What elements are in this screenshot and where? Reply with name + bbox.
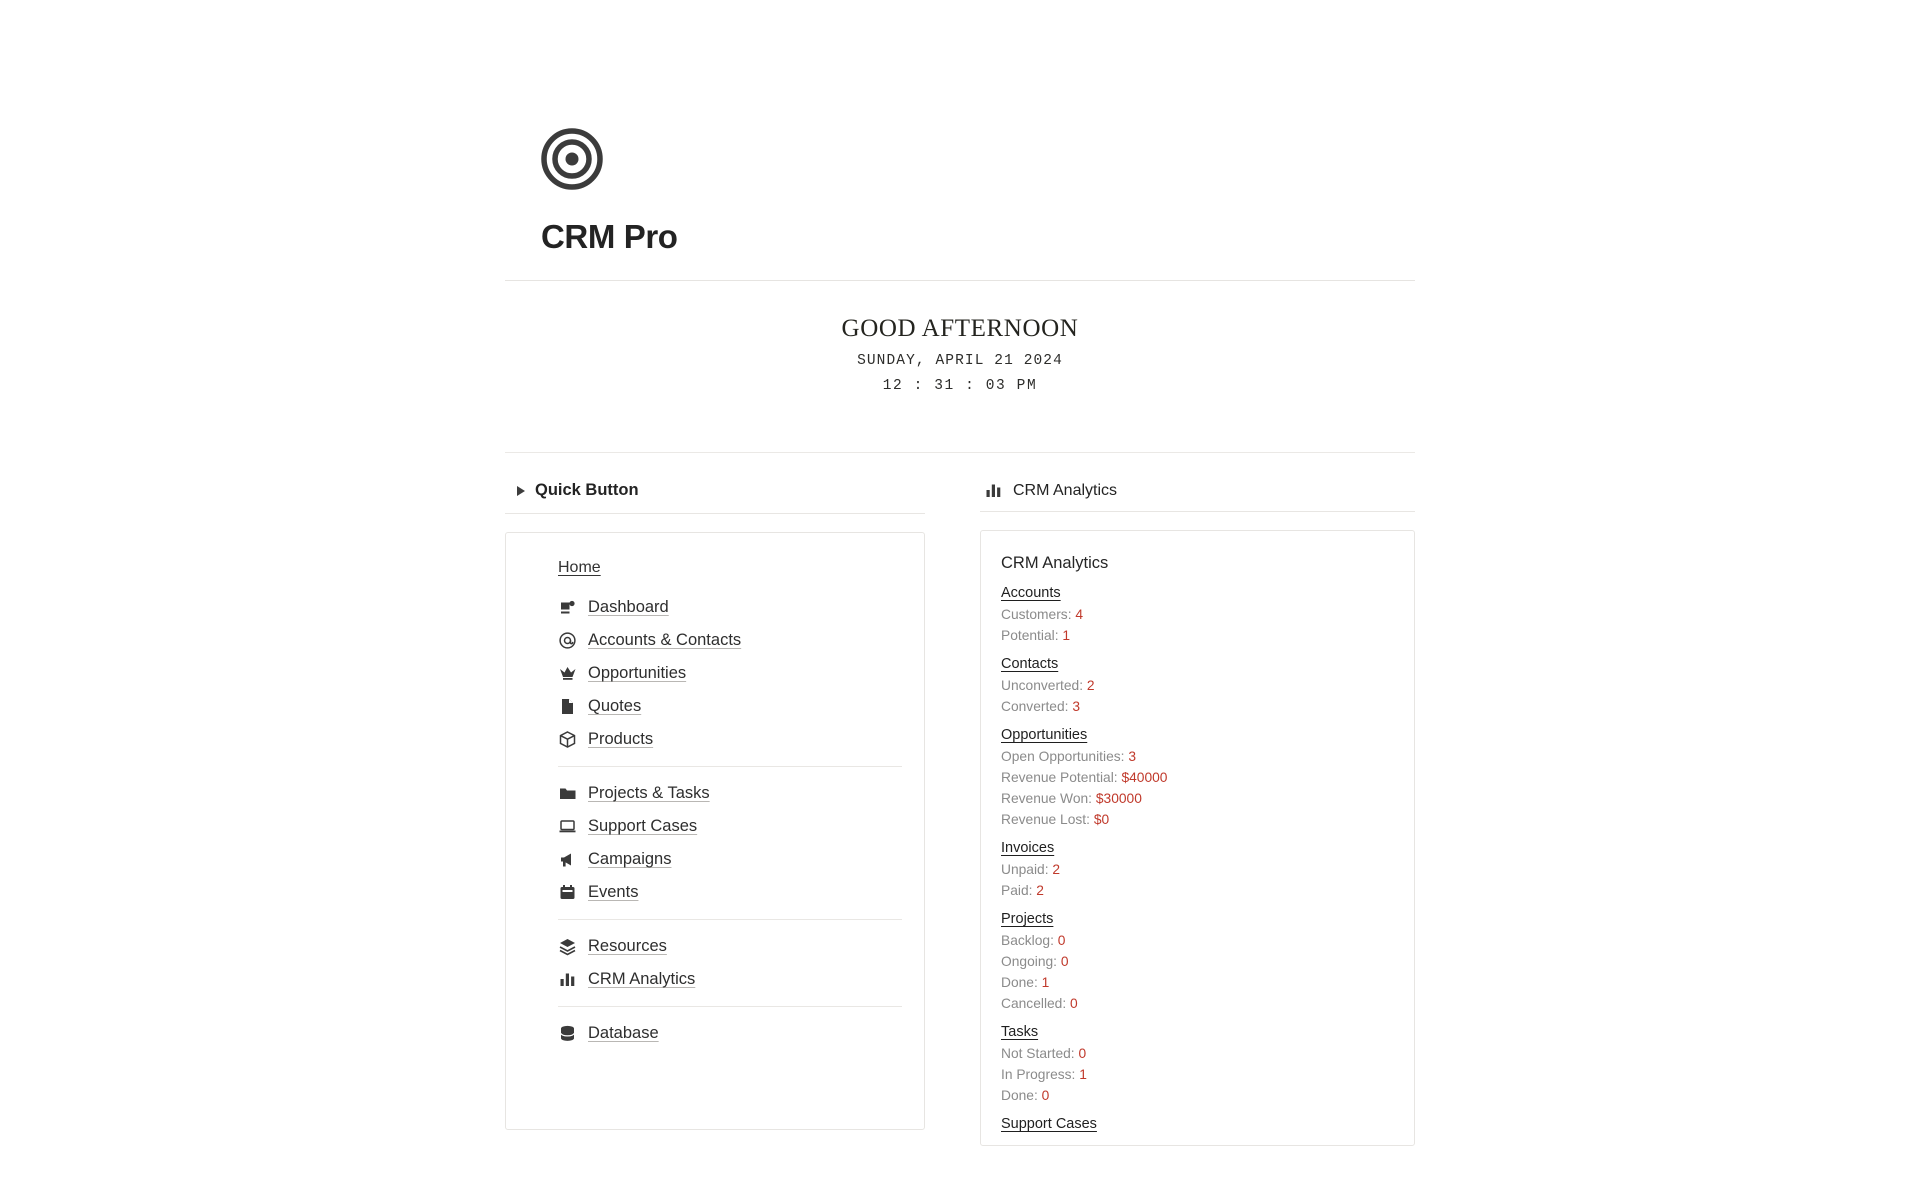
nav-item-events[interactable] — [558, 876, 902, 909]
metric-value: $0 — [1093, 812, 1110, 827]
metric-label: Paid: — [1001, 883, 1033, 898]
greeting-clock: 12 : 31 : 03 PM — [882, 378, 1038, 394]
quick-button-column — [505, 481, 925, 1146]
content-columns — [505, 481, 1415, 1146]
section-heading[interactable]: Tasks — [1001, 1024, 1039, 1040]
metric-label: Converted: — [1001, 699, 1069, 714]
nav-divider — [558, 919, 902, 920]
greeting-date: SUNDAY, APRIL 21 2024 — [857, 353, 1063, 369]
metric-value: 4 — [1075, 607, 1084, 622]
metric-label: Open Opportunities: — [1001, 749, 1125, 764]
section-heading[interactable]: Contacts — [1001, 656, 1059, 672]
analytics-section — [1001, 840, 1392, 901]
nav-item-campaigns[interactable] — [558, 843, 902, 876]
metric-row — [1001, 604, 1392, 625]
target-icon — [541, 128, 603, 190]
nav-label: Accounts & Contacts — [588, 631, 742, 649]
nav-label: Support Cases — [588, 817, 698, 835]
nav-label: Opportunities — [588, 664, 687, 682]
nav-label: Quotes — [588, 697, 642, 715]
metric-row — [1001, 625, 1392, 646]
metric-row — [1001, 972, 1392, 993]
greeting-divider — [505, 452, 1415, 453]
metric-row — [1001, 1085, 1392, 1106]
section-heading[interactable]: Support Cases — [1001, 1116, 1097, 1132]
metric-row — [1001, 880, 1392, 901]
metric-label: In Progress: — [1001, 1067, 1076, 1082]
nav-label: Resources — [588, 937, 667, 955]
laptop-icon — [558, 817, 577, 836]
nav-item-resources[interactable] — [558, 930, 902, 963]
metric-label: Backlog: — [1001, 933, 1054, 948]
metric-row — [1001, 1064, 1392, 1085]
metric-label: Revenue Lost: — [1001, 812, 1090, 827]
metric-row — [1001, 746, 1392, 767]
nav-item-support-cases[interactable] — [558, 810, 902, 843]
triangle-right-icon[interactable] — [517, 486, 525, 496]
nav-group-work — [558, 777, 902, 909]
metric-row — [1001, 993, 1392, 1014]
metric-label: Revenue Potential: — [1001, 770, 1118, 785]
crm-analytics-panel — [980, 530, 1415, 1146]
nav-divider — [558, 1006, 902, 1007]
greeting-salutation: GOOD AFTERNOON — [841, 315, 1079, 342]
app-header — [505, 128, 1415, 281]
nav-group-insights — [558, 930, 902, 996]
metric-label: Revenue Won: — [1001, 791, 1093, 806]
section-heading[interactable]: Opportunities — [1001, 727, 1088, 743]
analytics-section — [1001, 727, 1392, 830]
calendar-icon — [558, 883, 577, 902]
nav-item-products[interactable] — [558, 723, 902, 756]
metric-label: Done: — [1001, 975, 1038, 990]
metric-row — [1001, 788, 1392, 809]
metric-label: Ongoing: — [1001, 954, 1057, 969]
metric-value: 0 — [1070, 996, 1078, 1011]
nav-item-crm-analytics[interactable] — [558, 963, 902, 996]
nav-item-home[interactable]: Home — [558, 559, 601, 576]
section-heading[interactable]: Accounts — [1001, 585, 1061, 601]
analytics-panel-title: CRM Analytics — [1001, 554, 1109, 572]
document-icon — [558, 697, 577, 716]
nav-label: Dashboard — [588, 598, 669, 616]
nav-item-database[interactable] — [558, 1017, 902, 1050]
metric-value: 3 — [1128, 749, 1137, 764]
nav-label: Products — [588, 730, 654, 748]
metric-value: 0 — [1057, 933, 1066, 948]
crm-analytics-header[interactable] — [980, 481, 1415, 512]
metric-value: $30000 — [1095, 791, 1142, 806]
nav-item-accounts-contacts[interactable] — [558, 624, 902, 657]
megaphone-icon — [558, 850, 577, 869]
metric-value: 2 — [1052, 862, 1061, 877]
metric-value: $40000 — [1121, 770, 1168, 785]
navigation-panel — [505, 532, 925, 1130]
quick-button-header[interactable] — [505, 481, 925, 514]
crown-icon — [558, 664, 577, 683]
metric-row — [1001, 675, 1392, 696]
metric-label: Customers: — [1001, 607, 1072, 622]
nav-item-opportunities[interactable] — [558, 657, 902, 690]
nav-divider — [558, 766, 902, 767]
page-title: CRM Pro — [541, 218, 678, 255]
metric-value: 1 — [1079, 1067, 1087, 1082]
analytics-section — [1001, 911, 1392, 1014]
dashboard-icon — [558, 598, 577, 617]
box-icon — [558, 730, 577, 749]
quick-button-title: Quick Button — [535, 481, 639, 499]
nav-item-dashboard[interactable] — [558, 591, 902, 624]
metric-row — [1001, 859, 1392, 880]
analytics-section — [1001, 656, 1392, 717]
metric-row — [1001, 1043, 1392, 1064]
layers-icon — [558, 937, 577, 956]
metric-value: 2 — [1086, 678, 1095, 693]
bar-chart-icon — [558, 970, 577, 989]
folder-icon — [558, 784, 577, 803]
crm-analytics-column — [980, 481, 1415, 1146]
analytics-section — [1001, 1024, 1392, 1106]
metric-label: Potential: — [1001, 628, 1059, 643]
database-icon — [558, 1024, 577, 1043]
metric-value: 1 — [1041, 975, 1050, 990]
nav-label: Database — [588, 1024, 659, 1042]
nav-label: Campaigns — [588, 850, 672, 868]
nav-item-quotes[interactable] — [558, 690, 902, 723]
nav-group-primary — [558, 591, 902, 756]
metric-row — [1001, 809, 1392, 830]
section-heading[interactable]: Projects — [1001, 911, 1054, 927]
metric-label: Not Started: — [1001, 1046, 1075, 1061]
nav-label: CRM Analytics — [588, 970, 696, 988]
metric-row — [1001, 696, 1392, 717]
analytics-section — [1001, 585, 1392, 646]
nav-item-projects-tasks[interactable] — [558, 777, 902, 810]
metric-label: Unconverted: — [1001, 678, 1084, 693]
at-sign-icon — [558, 631, 577, 650]
analytics-section — [1001, 1116, 1392, 1132]
metric-value: 0 — [1060, 954, 1069, 969]
crm-analytics-title: CRM Analytics — [1013, 481, 1118, 499]
metric-label: Done: — [1001, 1088, 1038, 1103]
nav-label: Projects & Tasks — [588, 784, 710, 802]
metric-label: Cancelled: — [1001, 996, 1067, 1011]
nav-group-data — [558, 1017, 902, 1050]
metric-row — [1001, 930, 1392, 951]
metric-value: 1 — [1062, 628, 1071, 643]
metric-value: 0 — [1041, 1088, 1050, 1103]
greeting-block — [505, 281, 1415, 394]
section-heading[interactable]: Invoices — [1001, 840, 1055, 856]
metric-row — [1001, 767, 1392, 788]
metric-value: 3 — [1072, 699, 1081, 714]
metric-value: 2 — [1036, 883, 1044, 898]
nav-label: Events — [588, 883, 639, 901]
bar-chart-icon — [984, 481, 1003, 500]
metric-value: 0 — [1078, 1046, 1087, 1061]
metric-row — [1001, 951, 1392, 972]
metric-label: Unpaid: — [1001, 862, 1049, 877]
